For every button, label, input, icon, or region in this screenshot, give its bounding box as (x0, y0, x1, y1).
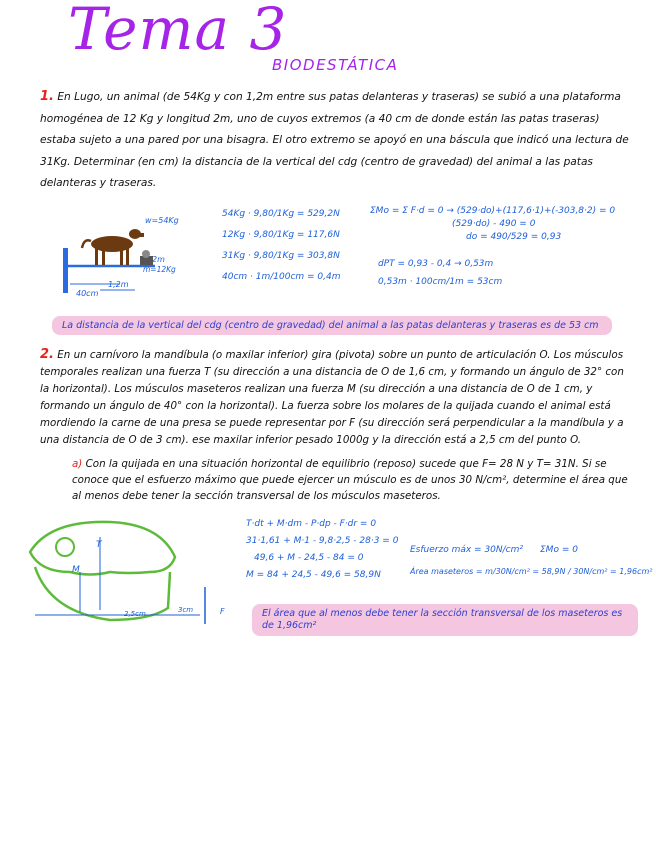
wall-shape (63, 248, 68, 293)
problem-2-number: 2. (40, 347, 54, 362)
calc-line: Área maseteros = m/30N/cm² = 58,9N / 30N/cm² = 1,96cm² (410, 567, 653, 576)
skull-m-label: M (72, 565, 80, 575)
skull-t-label: T (96, 540, 102, 550)
p2-answer: El área que al menos debe tener la sección transversal de los maseteros es de 1,96cm² (252, 604, 638, 636)
calc-line: do = 490/529 = 0,93 (466, 232, 562, 242)
problem-2-text: En un carnívoro la mandíbula (o maxilar inferior) gira (pivota) sobre un punto de articulación O. Los músculos temporales realizan una fuerza T (su dirección a una distancia de O de 1,6 cm, y formando un ángulo de 32° con la horizontal). Los músculos maseteros realizan una fuerza M (su dirección a una distancia de O de 1 cm, y formando un ángulo de 40° con la horizontal). La fuerza sobre los molares de la quijada cuando el animal está mordiendo la carne de una presa se puede representar por F (su dirección será perpendicular a la mandíbula y a una distancia de O de 3 cm). ese maxilar inferior pesado 1000g y la dirección está a 2,5 cm del punto O. (40, 349, 624, 446)
calc-line: 31Kg · 9,80/1Kg = 303,8N (222, 251, 340, 261)
mandible-outline (35, 567, 170, 620)
calc-line: ΣMo = 0 (540, 545, 578, 555)
calc-line: ΣMo = Σ F·d = 0 → (529·do)+(117,6·1)+(-303,8·2) = 0 (370, 206, 616, 216)
calc-line: M = 84 + 24,5 - 49,6 = 58,9N (246, 570, 381, 580)
problem-2 (40, 346, 630, 449)
page-title: Tema 3 (68, 0, 288, 63)
skull-d-label: 2,5cm (124, 610, 146, 618)
calc-line: T·dt + M·dm - P·dp - F·dr = 0 (246, 519, 377, 529)
calc-line: 31·1,61 + M·1 - 9,8·2,5 - 28·3 = 0 (246, 536, 399, 546)
distance-1-2m-label: 1,2m (108, 280, 129, 289)
calc-line: 40cm · 1m/100cm = 0,4m (222, 272, 341, 282)
skull-figure (10, 512, 260, 642)
page-subtitle: BIODESTÁTICA (272, 56, 399, 74)
calc-line: 54Kg · 9,80/1Kg = 529,2N (222, 209, 340, 219)
p1-calc-col3 (378, 258, 502, 289)
platform-length-label: 2m (152, 255, 165, 264)
weight-label: w=54Kg (145, 216, 179, 225)
calc-line: dPT = 0,93 - 0,4 → 0,53m (378, 259, 494, 269)
calc-line: Esfuerzo máx = 30N/cm² (410, 545, 523, 555)
p2-calc-col2 (410, 542, 652, 580)
mass-label: m=12Kg (143, 265, 176, 274)
skull-3cm-label: 3cm (178, 606, 194, 614)
calc-line: 12Kg · 9,80/1Kg = 117,6N (222, 230, 340, 240)
p2-calc-col1 (246, 516, 398, 584)
eye-socket-icon (56, 538, 74, 556)
calc-line: 49,6 + M - 24,5 - 84 = 0 (254, 553, 364, 563)
sub-a-label: a) (72, 458, 83, 470)
p1-calc-col2 (370, 205, 615, 244)
problem-1-text: En Lugo, un animal (de 54Kg y con 1,2m entre sus patas delanteras y traseras) se subió a una plataforma homogénea de 12 Kg y longitud 2m, uno de cuyos extremos (a 40 cm de donde están las patas traseras) estaba sujeto a una pared por una bisagra. El otro extremo se apoyó en una báscula que indicó una lectura de 31Kg. Determinar (en cm) la distancia de la vertical del cdg (centro de gravedad) del animal a las patas delanteras y traseras. (40, 91, 629, 189)
problem-1 (40, 86, 630, 195)
sub-a-text: Con la quijada en una situación horizontal de equilibrio (reposo) sucede que F= 28 N y T= 31N. Si se conoce que el esfuerzo máximo que puede ejercer un músculo es de unos 30 N/cm², determine el área que al menos debe tener la sección transversal de los músculos maseteros. (72, 458, 628, 502)
calc-line: (529·do) - 490 = 0 (452, 219, 536, 229)
p1-calc-col1 (222, 208, 341, 292)
calc-line: 0,53m · 100cm/1m = 53cm (378, 277, 503, 287)
p1-answer: La distancia de la vertical del cdg (centro de gravedad) del animal a las patas delanteras y traseras es de 53 cm (52, 316, 612, 335)
dog-icon (82, 229, 144, 265)
problem-1-number: 1. (40, 89, 54, 104)
skull-f-label: F (220, 607, 225, 616)
distance-40cm-label: 40cm (76, 289, 99, 298)
cranium-outline (30, 522, 175, 575)
problem-2a (72, 456, 632, 504)
